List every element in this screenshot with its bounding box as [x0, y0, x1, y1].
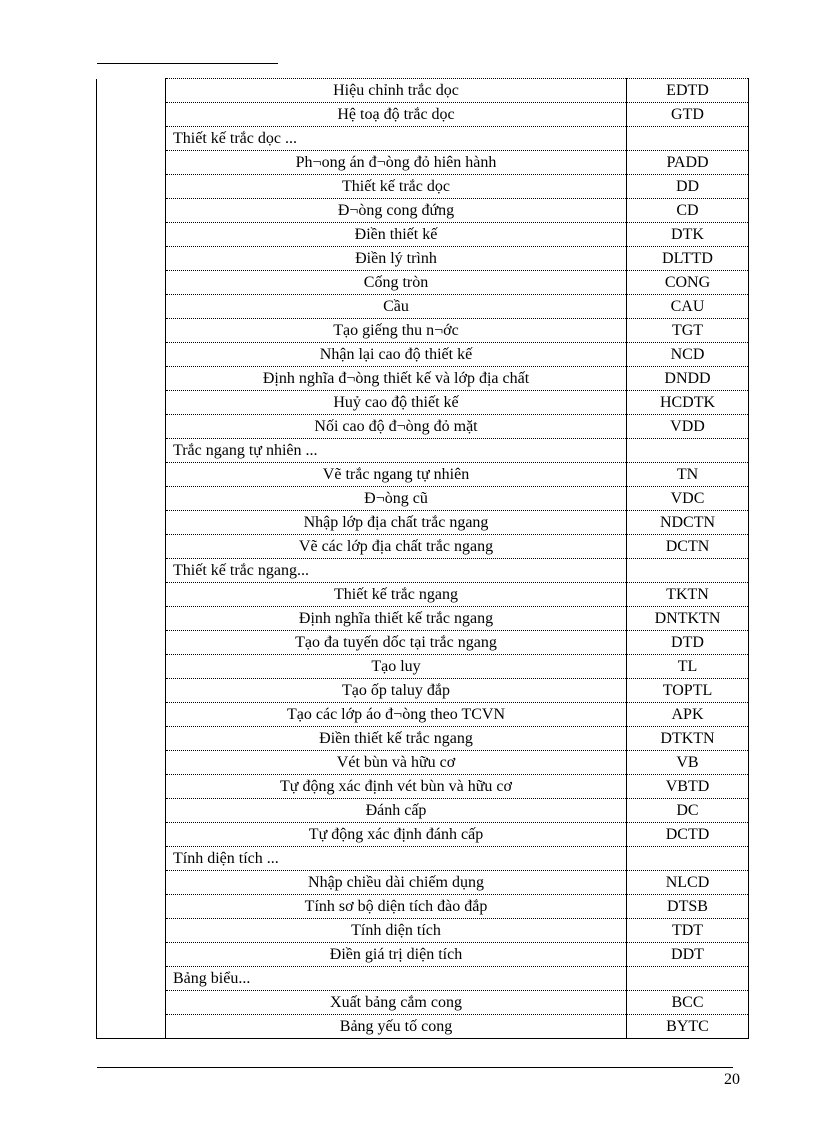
command-name-cell: Tính diện tích — [166, 919, 627, 943]
group-row — [97, 559, 749, 583]
command-name-cell: Hệ toạ độ trắc dọc — [166, 103, 627, 127]
indent-cell — [97, 991, 166, 1015]
command-code-cell: DLTTD — [627, 247, 749, 271]
command-code-cell: DDT — [627, 943, 749, 967]
command-name-cell: Thiết kế trắc dọc — [166, 175, 627, 199]
command-name-cell: Định nghĩa đ¬òng thiết kế và lớp địa chất — [166, 367, 627, 391]
command-name-cell: Tự động xác định đánh cấp — [166, 823, 627, 847]
indent-cell — [97, 871, 166, 895]
table-row — [97, 463, 749, 487]
command-name-cell: Tự động xác định vét bùn và hữu cơ — [166, 775, 627, 799]
command-name-cell: Nhận lại cao độ thiết kế — [166, 343, 627, 367]
command-code-cell: DTSB — [627, 895, 749, 919]
command-code-cell: VBTD — [627, 775, 749, 799]
table-row — [97, 775, 749, 799]
command-code-cell: DTKTN — [627, 727, 749, 751]
command-code-cell: DD — [627, 175, 749, 199]
table-row — [97, 271, 749, 295]
command-code-cell: TL — [627, 655, 749, 679]
indent-cell — [97, 127, 166, 151]
command-code-cell: BYTC — [627, 1015, 749, 1039]
command-name-cell: Đánh cấp — [166, 799, 627, 823]
command-name-cell: Bảng yếu tố cong — [166, 1015, 627, 1039]
indent-cell — [97, 703, 166, 727]
indent-cell — [97, 727, 166, 751]
indent-cell — [97, 823, 166, 847]
command-code-cell — [627, 847, 749, 871]
group-title-cell: Thiết kế trắc dọc ... — [166, 127, 627, 151]
indent-cell — [97, 583, 166, 607]
indent-cell — [97, 103, 166, 127]
command-code-cell — [627, 559, 749, 583]
command-code-cell: HCDTK — [627, 391, 749, 415]
command-code-cell — [627, 127, 749, 151]
table-row — [97, 943, 749, 967]
command-name-cell: Định nghĩa thiết kế trắc ngang — [166, 607, 627, 631]
command-name-cell: Vẽ trắc ngang tự nhiên — [166, 463, 627, 487]
table-row — [97, 199, 749, 223]
page-number: 20 — [724, 1071, 740, 1088]
command-name-cell: Đ¬òng cũ — [166, 487, 627, 511]
indent-cell — [97, 271, 166, 295]
indent-cell — [97, 319, 166, 343]
group-title-cell: Bảng biểu... — [166, 967, 627, 991]
indent-cell — [97, 367, 166, 391]
indent-cell — [97, 415, 166, 439]
indent-cell — [97, 967, 166, 991]
group-row — [97, 439, 749, 463]
command-code-cell: GTD — [627, 103, 749, 127]
command-code-cell: PADD — [627, 151, 749, 175]
command-code-cell: DCTD — [627, 823, 749, 847]
command-code-cell: VDC — [627, 487, 749, 511]
command-code-cell: TGT — [627, 319, 749, 343]
command-name-cell: Nhập lớp địa chất trắc ngang — [166, 511, 627, 535]
table-row — [97, 751, 749, 775]
command-code-cell: DC — [627, 799, 749, 823]
command-name-cell: Hiệu chỉnh trắc dọc — [166, 79, 627, 103]
command-code-cell: TOPTL — [627, 679, 749, 703]
table-row — [97, 319, 749, 343]
indent-cell — [97, 559, 166, 583]
command-name-cell: Đ¬òng cong đứng — [166, 199, 627, 223]
command-name-cell: Tạo ốp taluy đắp — [166, 679, 627, 703]
indent-cell — [97, 151, 166, 175]
command-code-cell: VB — [627, 751, 749, 775]
table-row — [97, 583, 749, 607]
command-code-cell: NDCTN — [627, 511, 749, 535]
command-name-cell: Tạo giếng thu n¬ớc — [166, 319, 627, 343]
command-name-cell: Vét bùn và hữu cơ — [166, 751, 627, 775]
table-row — [97, 415, 749, 439]
group-row — [97, 847, 749, 871]
command-name-cell: Tính sơ bộ diện tích đào đắp — [166, 895, 627, 919]
indent-cell — [97, 751, 166, 775]
table-row — [97, 103, 749, 127]
command-code-cell: NLCD — [627, 871, 749, 895]
command-code-cell: BCC — [627, 991, 749, 1015]
indent-cell — [97, 391, 166, 415]
indent-cell — [97, 535, 166, 559]
group-title-cell: Tính diện tích ... — [166, 847, 627, 871]
table-row — [97, 919, 749, 943]
indent-cell — [97, 175, 166, 199]
table-row — [97, 295, 749, 319]
command-code-cell: DTK — [627, 223, 749, 247]
table-row — [97, 823, 749, 847]
command-code-cell: DNTKTN — [627, 607, 749, 631]
command-code-cell: NCD — [627, 343, 749, 367]
command-table — [96, 78, 749, 1039]
command-name-cell: Nhập chiều dài chiếm dụng — [166, 871, 627, 895]
command-name-cell: Điền lý trình — [166, 247, 627, 271]
indent-cell — [97, 775, 166, 799]
indent-cell — [97, 79, 166, 103]
command-name-cell: Điền thiết kế trắc ngang — [166, 727, 627, 751]
indent-cell — [97, 943, 166, 967]
table-row — [97, 1015, 749, 1039]
table-row — [97, 679, 749, 703]
header-rule — [97, 63, 278, 64]
indent-cell — [97, 487, 166, 511]
command-name-cell: Tạo các lớp áo đ¬òng theo TCVN — [166, 703, 627, 727]
indent-cell — [97, 631, 166, 655]
command-code-cell: CD — [627, 199, 749, 223]
table-row — [97, 727, 749, 751]
indent-cell — [97, 511, 166, 535]
command-name-cell: Tạo luy — [166, 655, 627, 679]
table-row — [97, 175, 749, 199]
command-code-cell: TN — [627, 463, 749, 487]
command-table-body — [97, 79, 749, 1039]
table-row — [97, 703, 749, 727]
indent-cell — [97, 1015, 166, 1039]
table-row — [97, 367, 749, 391]
group-title-cell: Thiết kế trắc ngang... — [166, 559, 627, 583]
command-name-cell: Ph¬ong án đ¬òng đỏ hiên hành — [166, 151, 627, 175]
indent-cell — [97, 799, 166, 823]
indent-cell — [97, 895, 166, 919]
indent-cell — [97, 295, 166, 319]
indent-cell — [97, 343, 166, 367]
indent-cell — [97, 463, 166, 487]
command-name-cell: Điền giá trị diện tích — [166, 943, 627, 967]
indent-cell — [97, 223, 166, 247]
command-name-cell: Nối cao độ đ¬òng đỏ mặt — [166, 415, 627, 439]
table-row — [97, 487, 749, 511]
table-row — [97, 343, 749, 367]
table-row — [97, 991, 749, 1015]
indent-cell — [97, 679, 166, 703]
table-row — [97, 631, 749, 655]
command-code-cell: VDD — [627, 415, 749, 439]
indent-cell — [97, 607, 166, 631]
command-code-cell — [627, 967, 749, 991]
indent-cell — [97, 847, 166, 871]
table-row — [97, 79, 749, 103]
command-code-cell: DTD — [627, 631, 749, 655]
table-row — [97, 151, 749, 175]
table-row — [97, 247, 749, 271]
table-row — [97, 535, 749, 559]
indent-cell — [97, 919, 166, 943]
command-code-cell: DCTN — [627, 535, 749, 559]
command-code-cell: TKTN — [627, 583, 749, 607]
table-row — [97, 391, 749, 415]
table-row — [97, 871, 749, 895]
command-name-cell: Huỷ cao độ thiết kế — [166, 391, 627, 415]
indent-cell — [97, 439, 166, 463]
table-row — [97, 799, 749, 823]
indent-cell — [97, 199, 166, 223]
command-name-cell: Cầu — [166, 295, 627, 319]
command-code-cell — [627, 439, 749, 463]
command-code-cell: EDTD — [627, 79, 749, 103]
command-code-cell: CONG — [627, 271, 749, 295]
table-row — [97, 511, 749, 535]
command-code-cell: APK — [627, 703, 749, 727]
table-row — [97, 607, 749, 631]
command-name-cell: Xuất bảng cắm cong — [166, 991, 627, 1015]
command-code-cell: TDT — [627, 919, 749, 943]
command-name-cell: Thiết kế trắc ngang — [166, 583, 627, 607]
group-title-cell: Trắc ngang tự nhiên ... — [166, 439, 627, 463]
command-name-cell: Tạo đa tuyến dốc tại trắc ngang — [166, 631, 627, 655]
table-row — [97, 223, 749, 247]
command-code-cell: CAU — [627, 295, 749, 319]
command-code-cell: DNDD — [627, 367, 749, 391]
footer-rule — [97, 1067, 733, 1068]
command-name-cell: Vẽ các lớp địa chất trắc ngang — [166, 535, 627, 559]
group-row — [97, 127, 749, 151]
indent-cell — [97, 655, 166, 679]
command-name-cell: Cống tròn — [166, 271, 627, 295]
indent-cell — [97, 247, 166, 271]
group-row — [97, 967, 749, 991]
table-row — [97, 895, 749, 919]
command-name-cell: Điền thiết kế — [166, 223, 627, 247]
table-row — [97, 655, 749, 679]
